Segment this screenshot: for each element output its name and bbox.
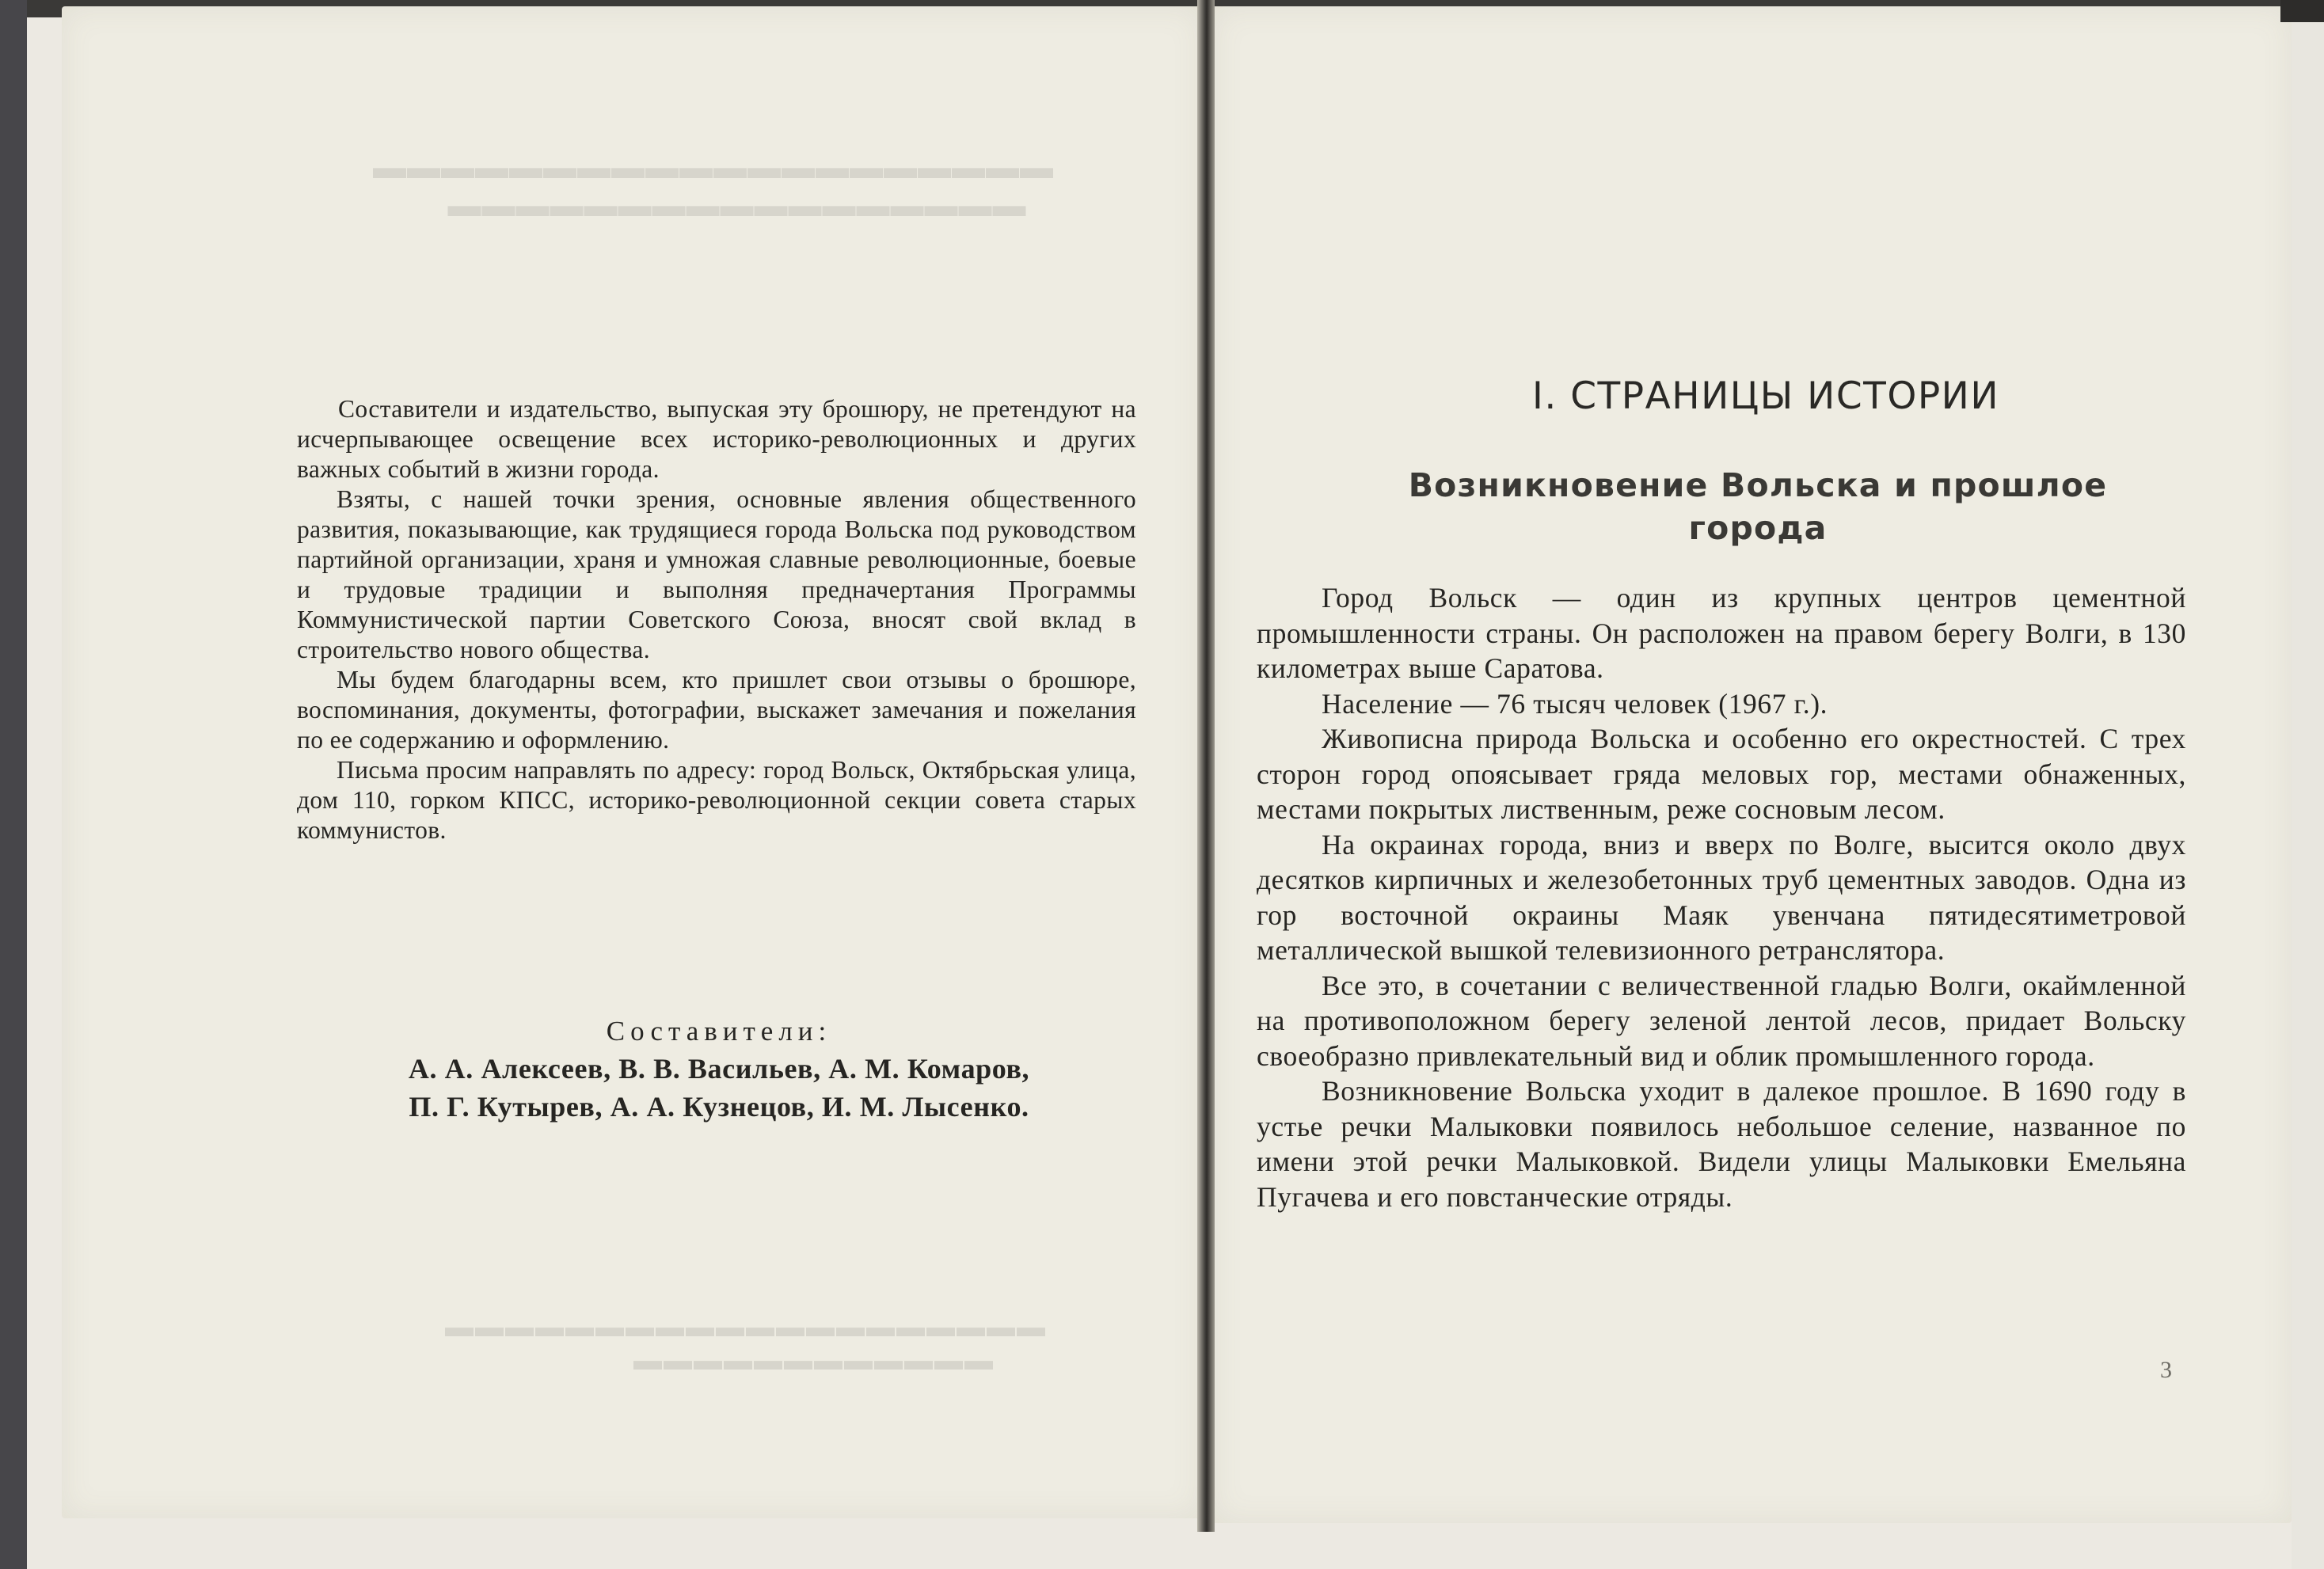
scan-border-right xyxy=(2292,0,2324,1569)
body-paragraph: На окраинах города, вниз и вверх по Волге, высится около двух десятков кирпичных и железобетонных труб цементных заводов. Одна из гор восточной окраины Маяк увенчана пятидесятиметровой металлической вышкой телевизионного ретранслятора. xyxy=(1257,828,2186,966)
foreword-paragraph: Письма просим направлять по адресу: город Вольск, Октябрьская улица, дом 110, горком КПСС, историко-революционной секции совета старых коммунистов. xyxy=(297,756,1136,844)
compilers-label: Составители: xyxy=(606,1016,832,1047)
body-paragraph: Город Вольск — один из крупных центров цементной промышленности страны. Он расположен на правом берегу Волги, в 130 километрах выше Саратова. xyxy=(1257,582,2186,684)
foreword-paragraph: Мы будем благодарны всем, кто пришлет свои отзывы о брошюре, воспоминания, документы, фотографии, выскажет замечания и пожелания по ее содержанию и оформлению. xyxy=(297,666,1136,754)
chapter-title: I. СТРАНИЦЫ ИСТОРИИ xyxy=(1532,374,1999,418)
foreword xyxy=(297,394,1136,845)
book-spine xyxy=(1197,0,1215,1532)
compilers-line: А. А. Алексеев, В. В. Васильев, А. М. Комаров, xyxy=(408,1053,1030,1085)
body-paragraph: Все это, в сочетании с величественной гладью Волги, окаймленной на противоположном берегу зеленой лентой лесов, придает Вольску своеобразно привлекательный вид и облик промышленного города. xyxy=(1257,969,2186,1072)
chapter-body xyxy=(1257,580,2186,1214)
page-number: 3 xyxy=(2160,1357,2172,1383)
foreword-paragraph: Взяты, с нашей точки зрения, основные явления общественного развития, показывающие, как трудящиеся города Вольска под руководством партийной организации, храня и умножая славные революционные, боевые и трудовые традиции и выполняя предначертания Программы Коммунистической партии Советского Союза, вносят свой вклад в строительство нового общества. xyxy=(297,485,1136,663)
scan-border-left xyxy=(0,0,27,1569)
section-title: Возникновение Вольска и прошлое города xyxy=(1408,466,2108,547)
body-paragraph: Живописна природа Вольска и особенно его окрестностей. С трех сторон город опоясывает гряда меловых гор, местами обнаженных, местами покрытых лиственным, реже сосновым лесом. xyxy=(1257,723,2186,825)
compilers-block xyxy=(331,1015,1107,1126)
body-paragraph: Население — 76 тысяч человек (1967 г.). xyxy=(1322,687,1828,720)
scan-corner xyxy=(2280,0,2324,22)
foreword-paragraph: Составители и издательство, выпуская эту брошюру, не претендуют на исчерпывающее освещение всех историко-революционных и других важных событий в жизни города. xyxy=(297,395,1136,483)
body-paragraph: Возникновение Вольска уходит в далекое прошлое. В 1690 году в устье речки Малыковки появилось небольшое селение, названное по имени этой речки Малыковкой. Видели улицы Малыковки Емельяна Пугачева и его повстанческие отряды. xyxy=(1257,1075,2186,1213)
compilers-line: П. Г. Кутырев, А. А. Кузнецов, И. М. Лысенко. xyxy=(409,1091,1029,1123)
